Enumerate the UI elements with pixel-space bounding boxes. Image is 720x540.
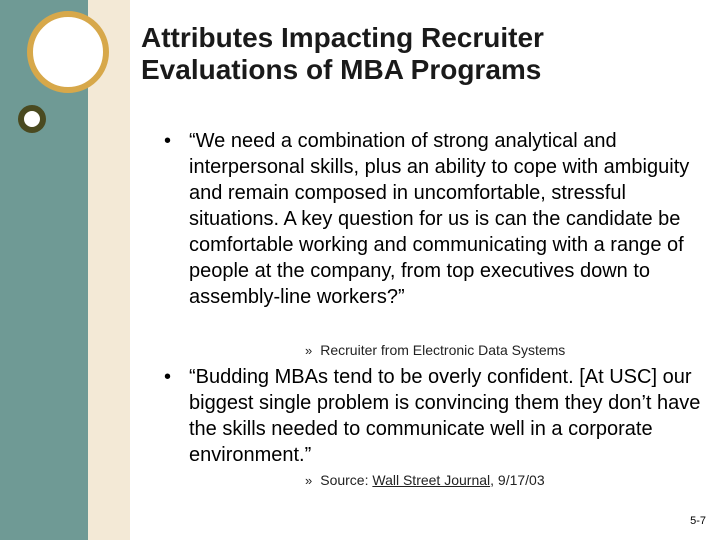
bullet-icon: • [164, 366, 172, 388]
source-text-1: Recruiter from Electronic Data Systems [320, 342, 566, 358]
bullet-quote-2 [164, 364, 704, 468]
quote-text-1: “We need a combination of strong analytical and interpersonal skills, plus an ability to cope with ambiguity and remain composed in uncomfortable, stressful situations. A key question for us is can the candidate be comfortable working and communicating with a range of people at the company, from top executives down to assembly-line workers?” [189, 130, 690, 308]
title-line-1: Attributes Impacting Recruiter [141, 22, 544, 53]
quote-source-1 [305, 341, 565, 360]
quote-text-2: “Budding MBAs tend to be overly confident. [At USC] our biggest single problem is convincing them they don’t have the skills needed to communicate well in a corporate environment.” [189, 366, 701, 466]
decorative-gold-ring [27, 11, 109, 93]
sub-bullet-arrow-icon: » [305, 473, 313, 488]
source-prefix: Source: [320, 472, 373, 488]
source-date: , 9/17/03 [490, 472, 545, 488]
source-publication: Wall Street Journal [372, 472, 491, 488]
decorative-olive-ring [18, 105, 46, 133]
title-line-2: Evaluations of MBA Programs [141, 54, 542, 85]
page-number: 5-7 [690, 515, 706, 527]
slide-title [141, 22, 701, 86]
bullet-quote-1 [164, 128, 704, 310]
bullet-icon: • [164, 130, 172, 152]
quote-source-2 [305, 471, 545, 490]
sub-bullet-arrow-icon: » [305, 343, 313, 358]
